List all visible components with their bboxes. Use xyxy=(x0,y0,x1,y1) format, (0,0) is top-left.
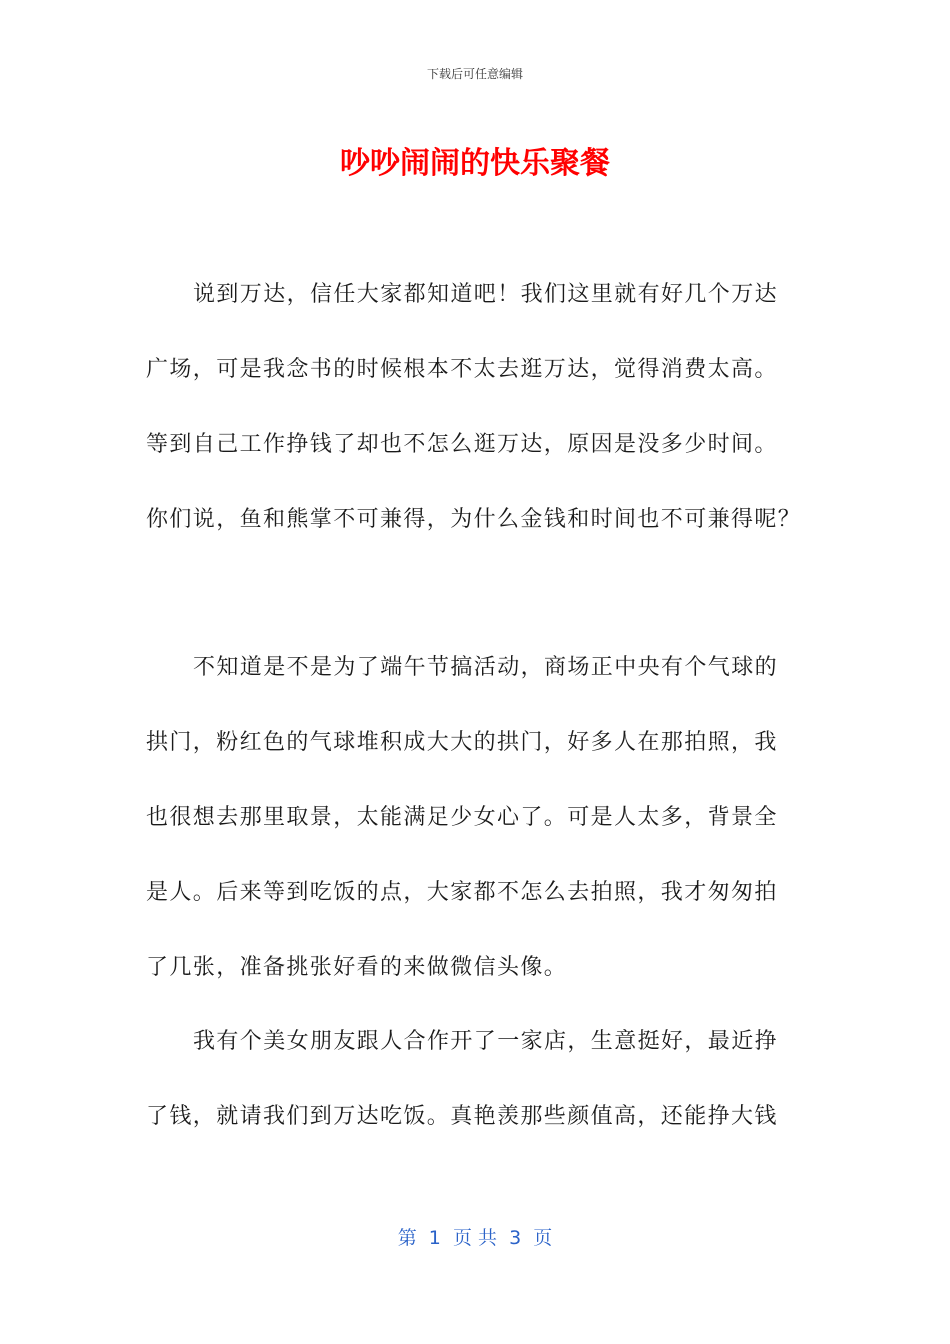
header-note: 下载后可任意编辑 xyxy=(426,67,523,81)
paragraph-2-line-4: 是人。后来等到吃饭的点，大家都不怎么去拍照，我才匆匆拍 xyxy=(146,880,778,905)
page-footer: 第 1 页 共 3 页 xyxy=(397,1227,553,1249)
paragraph-2-line-1: 不知道是不是为了端午节搞活动，商场正中央有个气球的 xyxy=(193,655,779,680)
paragraph-1-line-2: 广场，可是我念书的时候根本不太去逛万达，觉得消费太高。 xyxy=(146,357,778,382)
paragraph-3-line-1: 我有个美女朋友跟人合作开了一家店，生意挺好，最近挣 xyxy=(193,1029,779,1054)
paragraph-2-line-5: 了几张，准备挑张好看的来做微信头像。 xyxy=(146,955,568,980)
paragraph-2-line-2: 拱门，粉红色的气球堆积成大大的拱门，好多人在那拍照，我 xyxy=(146,730,778,755)
paragraph-2-line-3: 也很想去那里取景，太能满足少女心了。可是人太多，背景全 xyxy=(146,805,778,830)
paragraph-1-line-3: 等到自己工作挣钱了却也不怎么逛万达，原因是没多少时间。 xyxy=(146,432,778,457)
paragraph-3-line-2: 了钱，就请我们到万达吃饭。真艳羡那些颜值高，还能挣大钱 xyxy=(146,1104,778,1129)
paragraph-1-line-1: 说到万达，信任大家都知道吧！我们这里就有好几个万达 xyxy=(193,282,779,307)
document-title: 吵吵闹闹的快乐聚餐 xyxy=(340,146,610,181)
paragraph-1-line-4: 你们说，鱼和熊掌不可兼得，为什么金钱和时间也不可兼得呢？ xyxy=(146,507,802,532)
